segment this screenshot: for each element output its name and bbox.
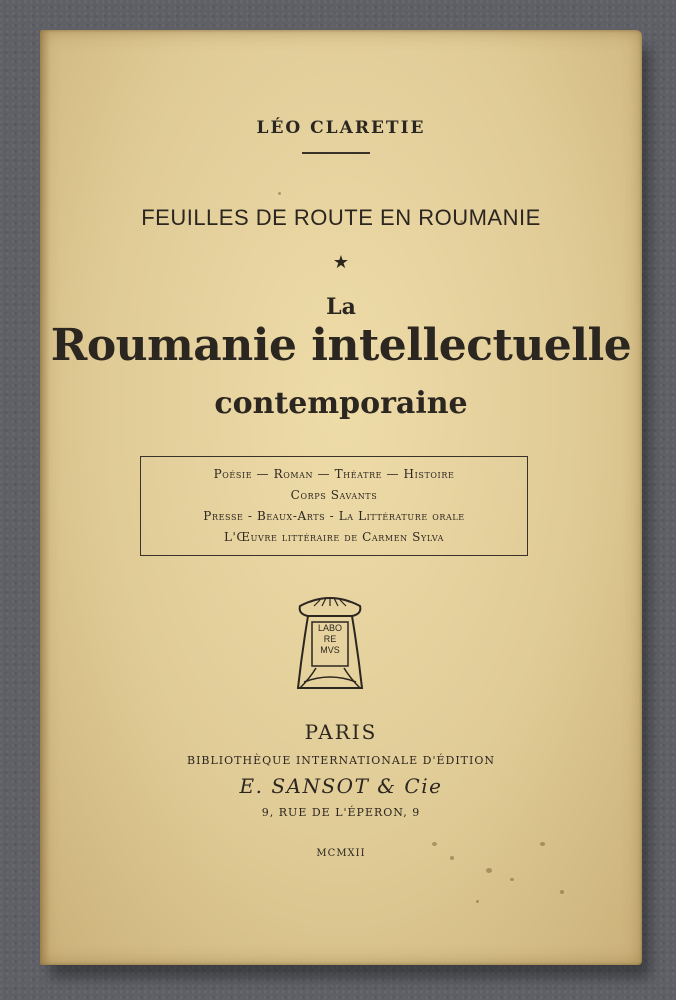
publisher-name: E. SANSOT & Cie [239,774,443,798]
title-subtitle: contemporaine [214,386,468,421]
author-rule [302,152,370,154]
publisher-address: 9, RUE DE L'ÉPERON, 9 [261,806,421,819]
foxing-spot [510,878,514,881]
foxing-spot [476,900,479,903]
publication-year: MCMXII [316,848,366,859]
contents-box [140,456,528,556]
title-article: La [326,294,356,320]
book-cover [40,30,642,965]
foxing-spot [432,842,437,846]
foxing-spot [460,220,463,223]
emblem-motto-line: MVS [320,645,340,655]
cover-spine-edge [40,30,50,965]
emblem-motto-line: RE [323,634,337,644]
contents-line: Corps Savants [290,488,378,502]
foxing-spot [486,868,492,873]
contents-line: L'Œuvre littéraire de Carmen Sylva [223,530,445,544]
publisher-city: PARIS [304,720,378,744]
title-main: Roumanie intellectuelle [50,320,632,371]
star-ornament: ★ [332,252,350,273]
emblem-motto-line: LABO [317,623,342,633]
series-title: FEUILLES DE ROUTE EN ROUMANIE [141,205,541,230]
foxing-spot [540,842,545,846]
emblem-motto [312,623,348,656]
foxing-spot [450,856,454,860]
contents-line: Poésie — Roman — Théatre — Histoire [213,467,455,481]
author-name: LÉO CLARETIE [256,118,426,138]
contents-line: Presse - Beaux-Arts - La Littérature orale [203,509,465,523]
foxing-spot [560,890,564,894]
foxing-spot [278,192,281,195]
publisher-imprint-line: BIBLIOTHÈQUE INTERNATIONALE D'ÉDITION [186,754,495,767]
